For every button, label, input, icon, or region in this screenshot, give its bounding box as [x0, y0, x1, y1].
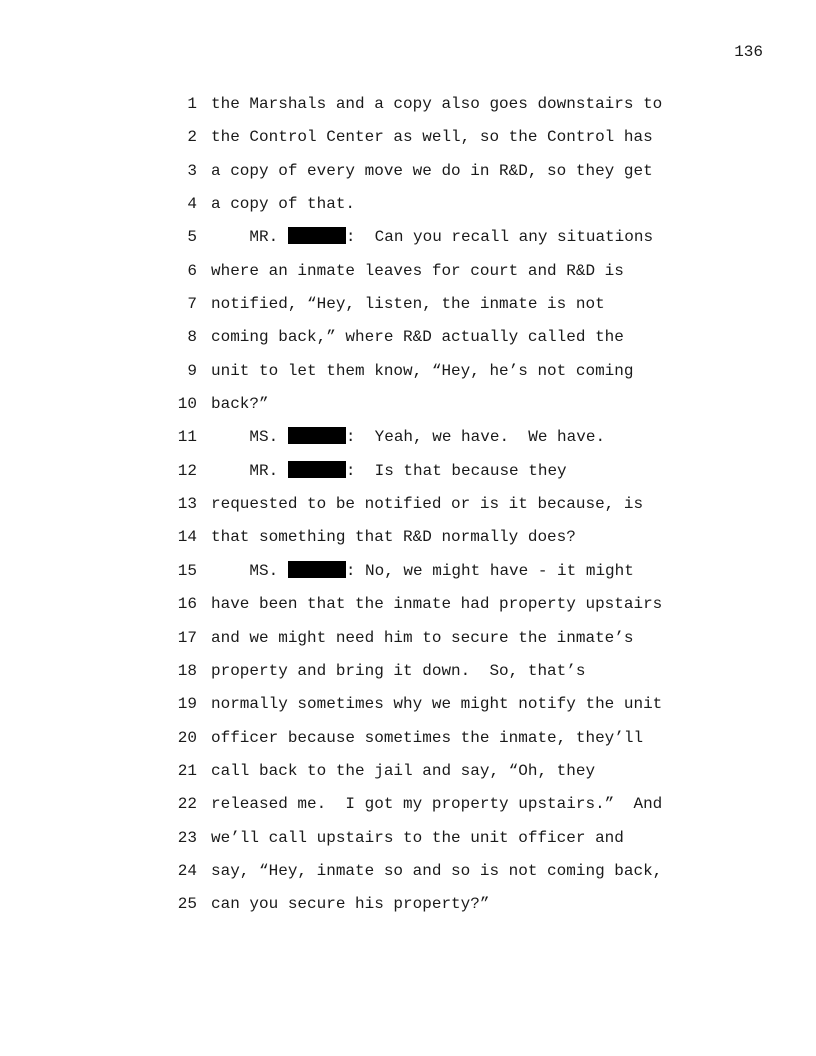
line-text: [211, 561, 634, 581]
speaker-label: MS.: [211, 428, 288, 447]
line-number: 25: [177, 895, 197, 914]
transcript-line: [0, 327, 816, 360]
line-text: property and bring it down. So, that’s: [211, 661, 586, 680]
line-number: 16: [177, 595, 197, 614]
line-text: a copy of that.: [211, 195, 356, 214]
line-text: where an inmate leaves for court and R&D is: [211, 261, 624, 280]
transcript-line: [0, 828, 816, 861]
line-text: released me. I got my property upstairs.” And: [211, 795, 663, 814]
transcript-line: [0, 661, 816, 694]
speaker-label: MR.: [211, 461, 288, 480]
transcript-line: [0, 461, 816, 494]
redaction-box: [288, 561, 346, 578]
line-text: have been that the inmate had property upstairs: [211, 595, 663, 614]
line-text: we’ll call upstairs to the unit officer and: [211, 828, 624, 847]
line-number: 21: [177, 761, 197, 780]
line-number: 6: [187, 261, 197, 280]
transcript-line: [0, 161, 816, 194]
line-number: 15: [177, 561, 197, 580]
line-text: back?”: [211, 395, 269, 414]
line-text: can you secure his property?”: [211, 895, 490, 914]
line-number: 8: [187, 328, 197, 347]
line-number: 7: [187, 295, 197, 314]
spoken-text: : No, we might have - it might: [345, 561, 634, 580]
spoken-text: : Is that because they: [345, 461, 567, 480]
transcript-line: [0, 894, 816, 927]
speaker-label: MR.: [211, 228, 288, 247]
line-number: 24: [177, 861, 197, 880]
transcript-line: [0, 761, 816, 794]
transcript-line: [0, 594, 816, 627]
line-text: call back to the jail and say, “Oh, they: [211, 761, 596, 780]
line-number: 2: [187, 128, 197, 147]
line-number: 3: [187, 161, 197, 180]
line-number: 9: [187, 361, 197, 380]
line-text: officer because sometimes the inmate, they’ll: [211, 728, 644, 747]
line-text: coming back,” where R&D actually called the: [211, 328, 624, 347]
line-text: say, “Hey, inmate so and so is not coming back,: [211, 861, 663, 880]
line-number: 12: [177, 461, 197, 480]
transcript-line: [0, 694, 816, 727]
transcript-line: [0, 361, 816, 394]
transcript-line: [0, 427, 816, 460]
transcript-line: [0, 728, 816, 761]
page-number: 136: [734, 43, 763, 61]
transcript-body: [0, 94, 816, 928]
line-number: 14: [177, 528, 197, 547]
line-number: 19: [177, 695, 197, 714]
transcript-line: [0, 794, 816, 827]
transcript-line: [0, 94, 816, 127]
line-number: 13: [177, 495, 197, 514]
line-text: unit to let them know, “Hey, he’s not coming: [211, 361, 634, 380]
redaction-box: [288, 427, 346, 444]
redaction-box: [288, 461, 346, 478]
line-text: [211, 427, 605, 447]
line-text: requested to be notified or is it because, is: [211, 495, 644, 514]
transcript-line: [0, 561, 816, 594]
line-text: that something that R&D normally does?: [211, 528, 576, 547]
transcript-line: [0, 861, 816, 894]
line-number: 1: [187, 95, 197, 113]
transcript-line: [0, 628, 816, 661]
line-number: 10: [177, 395, 197, 414]
line-text: the Control Center as well, so the Control has: [211, 128, 653, 147]
line-number: 20: [177, 728, 197, 747]
line-number: 11: [177, 428, 197, 447]
line-text: [211, 461, 567, 481]
transcript-line: [0, 127, 816, 160]
line-text: the Marshals and a copy also goes downstairs to: [211, 95, 663, 113]
line-number: 18: [177, 661, 197, 680]
spoken-text: : Yeah, we have. We have.: [345, 428, 606, 447]
transcript-line: [0, 394, 816, 427]
line-text: [211, 227, 653, 247]
line-number: 5: [187, 228, 197, 247]
transcript-line: [0, 261, 816, 294]
redaction-box: [288, 227, 346, 244]
transcript-line: [0, 194, 816, 227]
line-number: 17: [177, 628, 197, 647]
line-number: 22: [177, 795, 197, 814]
transcript-line: [0, 227, 816, 260]
transcript-line: [0, 494, 816, 527]
line-number: 4: [187, 195, 197, 214]
spoken-text: : Can you recall any situations: [345, 228, 654, 247]
speaker-label: MS.: [211, 561, 288, 580]
line-text: a copy of every move we do in R&D, so they get: [211, 161, 653, 180]
line-text: and we might need him to secure the inmate’s: [211, 628, 634, 647]
line-number: 23: [177, 828, 197, 847]
transcript-line: [0, 527, 816, 560]
transcript-line: [0, 294, 816, 327]
line-text: notified, “Hey, listen, the inmate is not: [211, 295, 605, 314]
line-text: normally sometimes why we might notify the unit: [211, 695, 663, 714]
